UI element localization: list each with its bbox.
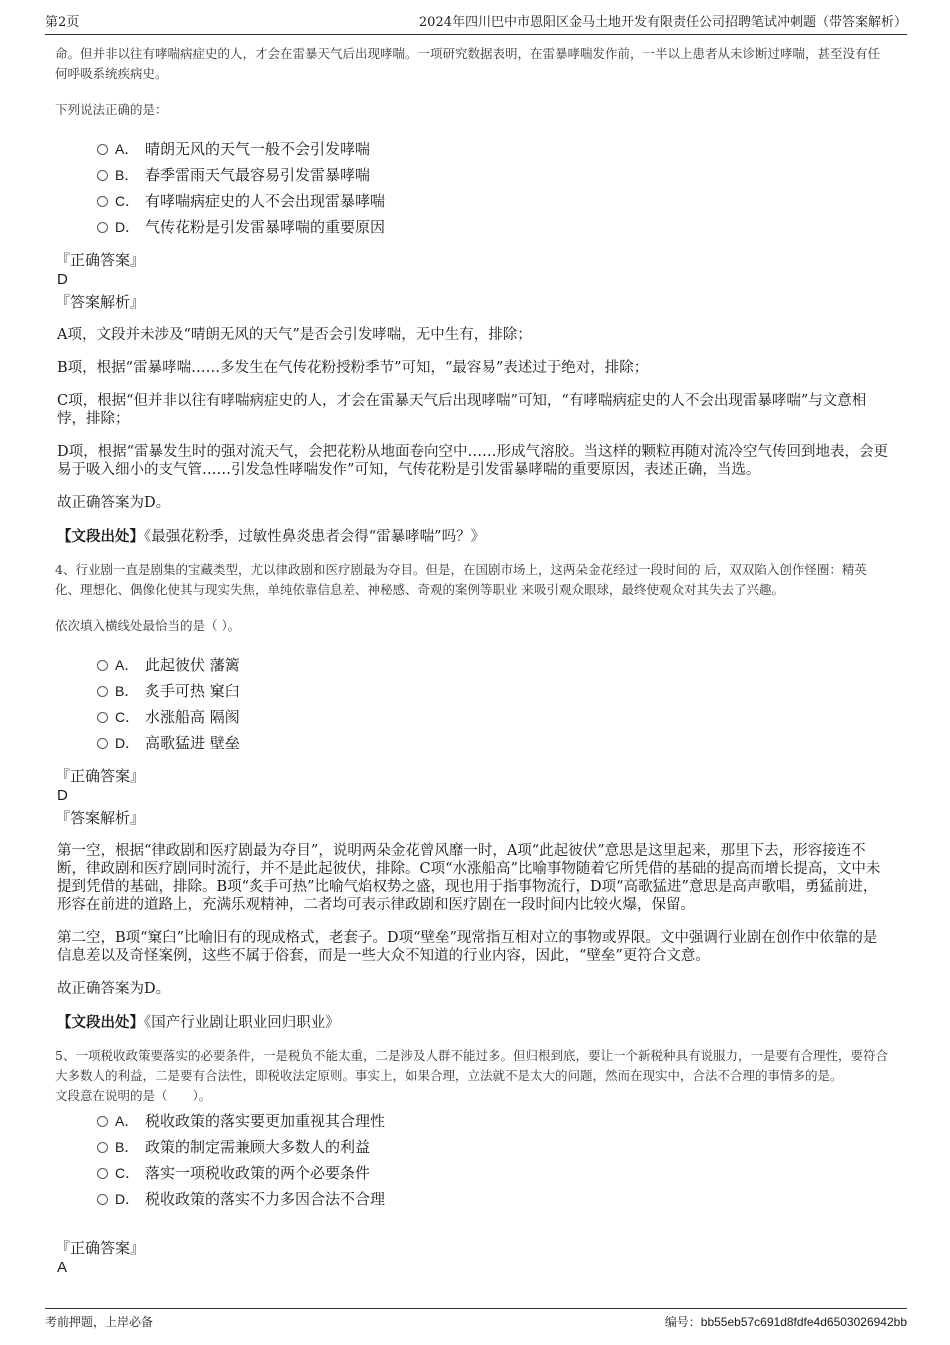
analysis-paragraph: 第一空，根据“律政剧和医疗剧最为夺目”，说明两朵金花曾风靡一时，A项“此起彼伏”意思是这里起来，那里下去，形容接连不断，律政剧和医疗剧同时流行，并不是此起彼伏，排除。C项“水涨船高”比喻事物随着它所凭借的基础的提高而增长提高，文中未提到凭借的基础，排除。B项“炙手可热”比喻气焰权势之盛，现也用于指事物流行，D项“高歌猛进”意思是高声歌唱，勇猛前进，形容在前进的道路上，充满乐观精神，二者均可表示律政剧和医疗剧在一段时间内比较火爆，保留。 xyxy=(57,843,881,913)
radio-icon[interactable] xyxy=(97,144,108,155)
radio-icon[interactable] xyxy=(97,170,108,181)
radio-icon[interactable] xyxy=(97,222,108,233)
q5-prompt: 文段意在说明的是（ ）。 xyxy=(55,1088,212,1103)
analysis-paragraph: A项，文段并未涉及“晴朗无风的天气”是否会引发哮喘，无中生有，排除； xyxy=(57,327,532,343)
footer-slogan: 考前押题，上岸必备 xyxy=(45,1315,154,1329)
radio-icon[interactable] xyxy=(97,1168,108,1179)
q5-options xyxy=(97,1108,890,1212)
analysis-paragraph: D项，根据“雷暴发生时的强对流天气，会把花粉从地面卷向空中……形成气溶胶。当这样的颗粒再随对流冷空气传回到地表，会更易于吸入细小的支气管……引发急性哮喘发作”可知，气传花粉是引发雷暴哮喘的重要原因，表述正确，当选。 xyxy=(57,444,889,478)
option-item[interactable]: C． 水涨船高 隔阂 xyxy=(97,704,890,730)
answer-value: D xyxy=(57,271,68,288)
source-line: 【文段出处】《国产行业剧让职业回归职业》 xyxy=(57,1014,340,1031)
q5-passage: 5、一项税收政策要落实的必要条件，一是税负不能太重，二是涉及人群不能过多。但归根到底，要让一个新税种具有说服力，一是要有合理性，要符合大多数人的利益，二是要有合法性，即税收法定原则。事实上，如果合理，立法就不是太大的问题，然而在现实中，合法不合理的事情多的是。 xyxy=(55,1048,888,1083)
answer-label: 『正确答案』 xyxy=(55,251,146,269)
answer-label: 『正确答案』 xyxy=(55,1239,146,1257)
analysis-conclusion: 故正确答案为D。 xyxy=(57,495,171,511)
radio-icon[interactable] xyxy=(97,196,108,207)
analysis-paragraph: 第二空，B项“窠臼”比喻旧有的现成格式，老套子。D项“壁垒”现常指互相对立的事物或界限。文中强调行业剧在创作中依靠的是信息差以及奇怪案例，这些不属于俗套，而是一些大众不知道的行业内容，因此，“壁垒”更符合文意。 xyxy=(57,930,878,964)
document-title: 2024年四川巴中市恩阳区金马土地开发有限责任公司招聘笔试冲刺题（带答案解析） xyxy=(418,15,907,30)
answer-value: D xyxy=(57,787,68,804)
analysis-label: 『答案解析』 xyxy=(55,293,146,311)
radio-icon[interactable] xyxy=(97,1194,108,1205)
analysis-label: 『答案解析』 xyxy=(55,809,146,827)
radio-icon[interactable] xyxy=(97,712,108,723)
q3-passage-tail: 命。但并非以往有哮喘病症史的人，才会在雷暴天气后出现哮喘。一项研究数据表明，在雷暴哮喘发作前，一半以上患者从未诊断过哮喘，甚至没有任何呼吸系统疾病史。 xyxy=(55,46,881,81)
document-code: 编号：bb55eb57c691d8fdfe4d6503026942bb xyxy=(664,1315,907,1329)
option-item[interactable]: D． 税收政策的落实不力多因合法不合理 xyxy=(97,1186,890,1212)
option-item[interactable]: A． 税收政策的落实要更加重视其合理性 xyxy=(97,1108,890,1134)
option-item[interactable]: D． 气传花粉是引发雷暴哮喘的重要原因 xyxy=(97,214,890,240)
option-item[interactable]: B． 炙手可热 窠臼 xyxy=(97,678,890,704)
radio-icon[interactable] xyxy=(97,686,108,697)
radio-icon[interactable] xyxy=(97,1142,108,1153)
answer-value: A xyxy=(57,1259,68,1276)
q4-prompt: 依次填入横线处最恰当的是（ ）。 xyxy=(55,618,241,633)
option-item[interactable]: A． 晴朗无风的天气一般不会引发哮喘 xyxy=(97,136,890,162)
q3-prompt: 下列说法正确的是： xyxy=(55,102,168,117)
option-item[interactable]: B． 春季雷雨天气最容易引发雷暴哮喘 xyxy=(97,162,890,188)
page-header xyxy=(45,14,907,35)
analysis-paragraph: B项，根据“雷暴哮喘……多发生在气传花粉授粉季节”可知，“最容易”表述过于绝对，排除； xyxy=(57,360,649,376)
analysis-paragraph: C项，根据“但并非以往有哮喘病症史的人，才会在雷暴天气后出现哮喘”可知，“有哮喘病症史的人不会出现雷暴哮喘”与文意相悖，排除； xyxy=(57,393,867,427)
page-footer xyxy=(45,1308,907,1333)
option-item[interactable]: B． 政策的制定需兼顾大多数人的利益 xyxy=(97,1134,890,1160)
answer-label: 『正确答案』 xyxy=(55,767,146,785)
main-content xyxy=(55,44,890,1278)
q4-options xyxy=(97,652,890,756)
radio-icon[interactable] xyxy=(97,1116,108,1127)
option-item[interactable]: C． 落实一项税收政策的两个必要条件 xyxy=(97,1160,890,1186)
option-item[interactable]: A． 此起彼伏 藩篱 xyxy=(97,652,890,678)
option-item[interactable]: C． 有哮喘病症史的人不会出现雷暴哮喘 xyxy=(97,188,890,214)
radio-icon[interactable] xyxy=(97,738,108,749)
page-number: 第2页 xyxy=(45,15,80,30)
radio-icon[interactable] xyxy=(97,660,108,671)
source-line: 【文段出处】《最强花粉季，过敏性鼻炎患者会得“雷暴哮喘”吗？》 xyxy=(57,528,486,545)
q3-options xyxy=(97,136,890,240)
analysis-conclusion: 故正确答案为D。 xyxy=(57,981,171,997)
q4-passage: 4、行业剧一直是剧集的宝藏类型，尤以律政剧和医疗剧最为夺目。但是，在国剧市场上，这两朵金花经过一段时间的 后，双双陷入创作怪圈：精英化、理想化、偶像化使其与现实失焦，单纯依靠信息差、神秘感、奇观的案例等职业 来吸引观众眼球，最终使观众对其失去了兴趣。 xyxy=(55,562,867,597)
option-item[interactable]: D． 高歌猛进 壁垒 xyxy=(97,730,890,756)
